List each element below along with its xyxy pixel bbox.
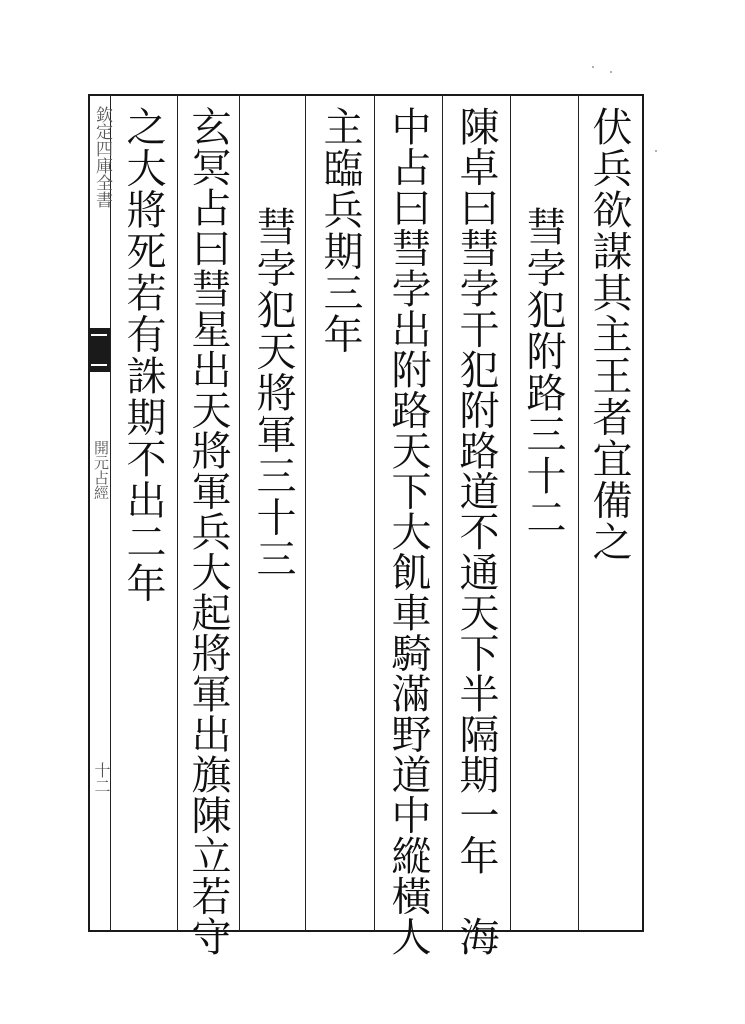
column-rule <box>442 94 443 932</box>
text-column-6: 彗孛犯天將軍三十三 <box>250 206 296 580</box>
column-rule <box>374 94 375 932</box>
margin-book-title: 欽定四庫全書 <box>92 106 112 208</box>
paper-speck <box>592 66 594 68</box>
column-rule <box>510 94 511 932</box>
text-column-2: 彗孛犯附路三十二 <box>520 206 566 538</box>
paper-speck <box>610 71 612 73</box>
column-rule <box>239 94 240 932</box>
text-column-5: 主臨兵期三年 <box>317 106 363 355</box>
margin-strip <box>88 94 111 932</box>
fishtail-mark <box>88 328 110 372</box>
margin-book-name: 開元占經 <box>92 440 110 500</box>
text-column-8: 之大將死若有誅期不出二年 <box>120 106 166 604</box>
text-column-1: 伏兵欲謀其主王者宜備之 <box>586 106 632 563</box>
column-rule <box>177 94 178 932</box>
column-rule <box>578 94 579 932</box>
paper-speck <box>655 150 657 152</box>
column-rule <box>305 94 306 932</box>
margin-page-number: 十二 <box>92 762 111 794</box>
text-column-4: 中占曰彗孛出附路天下大飢車騎滿野道中縱橫人 <box>385 106 431 957</box>
text-column-7: 玄冥占曰彗星出天將軍兵大起將軍出旗陳立若守 <box>185 106 231 957</box>
text-column-3: 陳卓曰彗孛干犯附路道不通天下半隔期一年 海 <box>453 106 499 957</box>
